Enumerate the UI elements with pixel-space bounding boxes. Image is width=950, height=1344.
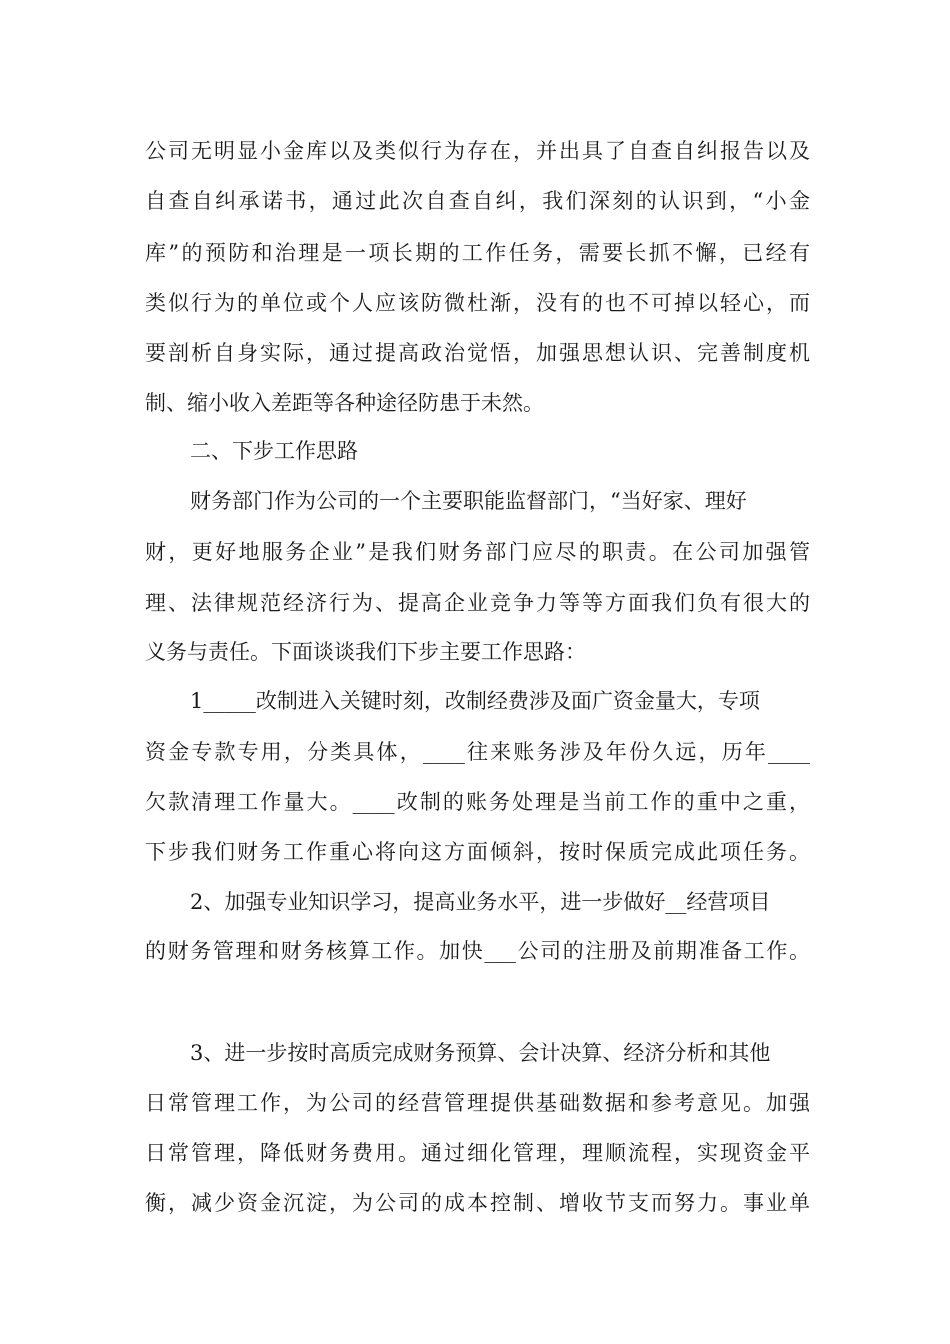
section-heading: 二、下步工作思路	[190, 439, 358, 463]
item-3-line-3: 日常管理，降低财务费用。通过细化管理，理顺流程，实现资金平	[145, 1141, 810, 1165]
paragraph-2-line-3: 理、法律规范经济行为、提高企业竞争力等等方面我们负有很大的	[145, 591, 810, 615]
item-1-line-3: 欠款清理工作量大。____改制的账务处理是当前工作的重中之重，	[145, 790, 810, 814]
paragraph-1-line-2: 自查自纠承诺书，通过此次自查自纠，我们深刻的认识到，“小金	[145, 189, 810, 213]
item-1-line-4: 下步我们财务工作重心将向这方面倾斜，按时保质完成此项任务。	[145, 840, 810, 864]
item-3-line-2: 日常管理工作，为公司的经营管理提供基础数据和参考意见。加强	[145, 1091, 810, 1115]
paragraph-1-line-5: 要剖析自身实际，通过提高政治觉悟，加强思想认识、完善制度机	[145, 341, 810, 365]
item-2-line-2: 的财务管理和财务核算工作。加快___公司的注册及前期准备工作。	[145, 939, 810, 963]
item-3-line-4: 衡，减少资金沉淀，为公司的成本控制、增收节支而努力。事业单	[145, 1191, 810, 1215]
item-3-line-1: 3、进一步按时高质完成财务预算、会计决算、经济分析和其他	[190, 1041, 771, 1065]
item-1-line-2: 资金专款专用，分类具体，____往来账务涉及年份久远，历年____	[145, 740, 810, 764]
paragraph-1-line-6: 制、缩小收入差距等各种途径防患于未然。	[145, 391, 544, 415]
item-2-line-1: 2、加强专业知识学习，提高业务水平，进一步做好__经营项目	[190, 890, 771, 914]
paragraph-2-line-1: 财务部门作为公司的一个主要职能监督部门，“当好家、理好	[190, 489, 747, 513]
paragraph-1-line-3: 库”的预防和治理是一项长期的工作任务，需要长抓不懈，已经有	[145, 241, 810, 265]
item-1-line-1: 1_____改制进入关键时刻，改制经费涉及面广资金量大，专项	[190, 689, 760, 713]
paragraph-1-line-1: 公司无明显小金库以及类似行为存在，并出具了自查自纠报告以及	[145, 139, 810, 163]
paragraph-2-line-4: 义务与责任。下面谈谈我们下步主要工作思路：	[145, 640, 586, 664]
paragraph-1-line-4: 类似行为的单位或个人应该防微杜渐，没有的也不可掉以轻心，而	[145, 291, 810, 315]
paragraph-2-line-2: 财，更好地服务企业”是我们财务部门应尽的职责。在公司加强管	[145, 540, 810, 564]
